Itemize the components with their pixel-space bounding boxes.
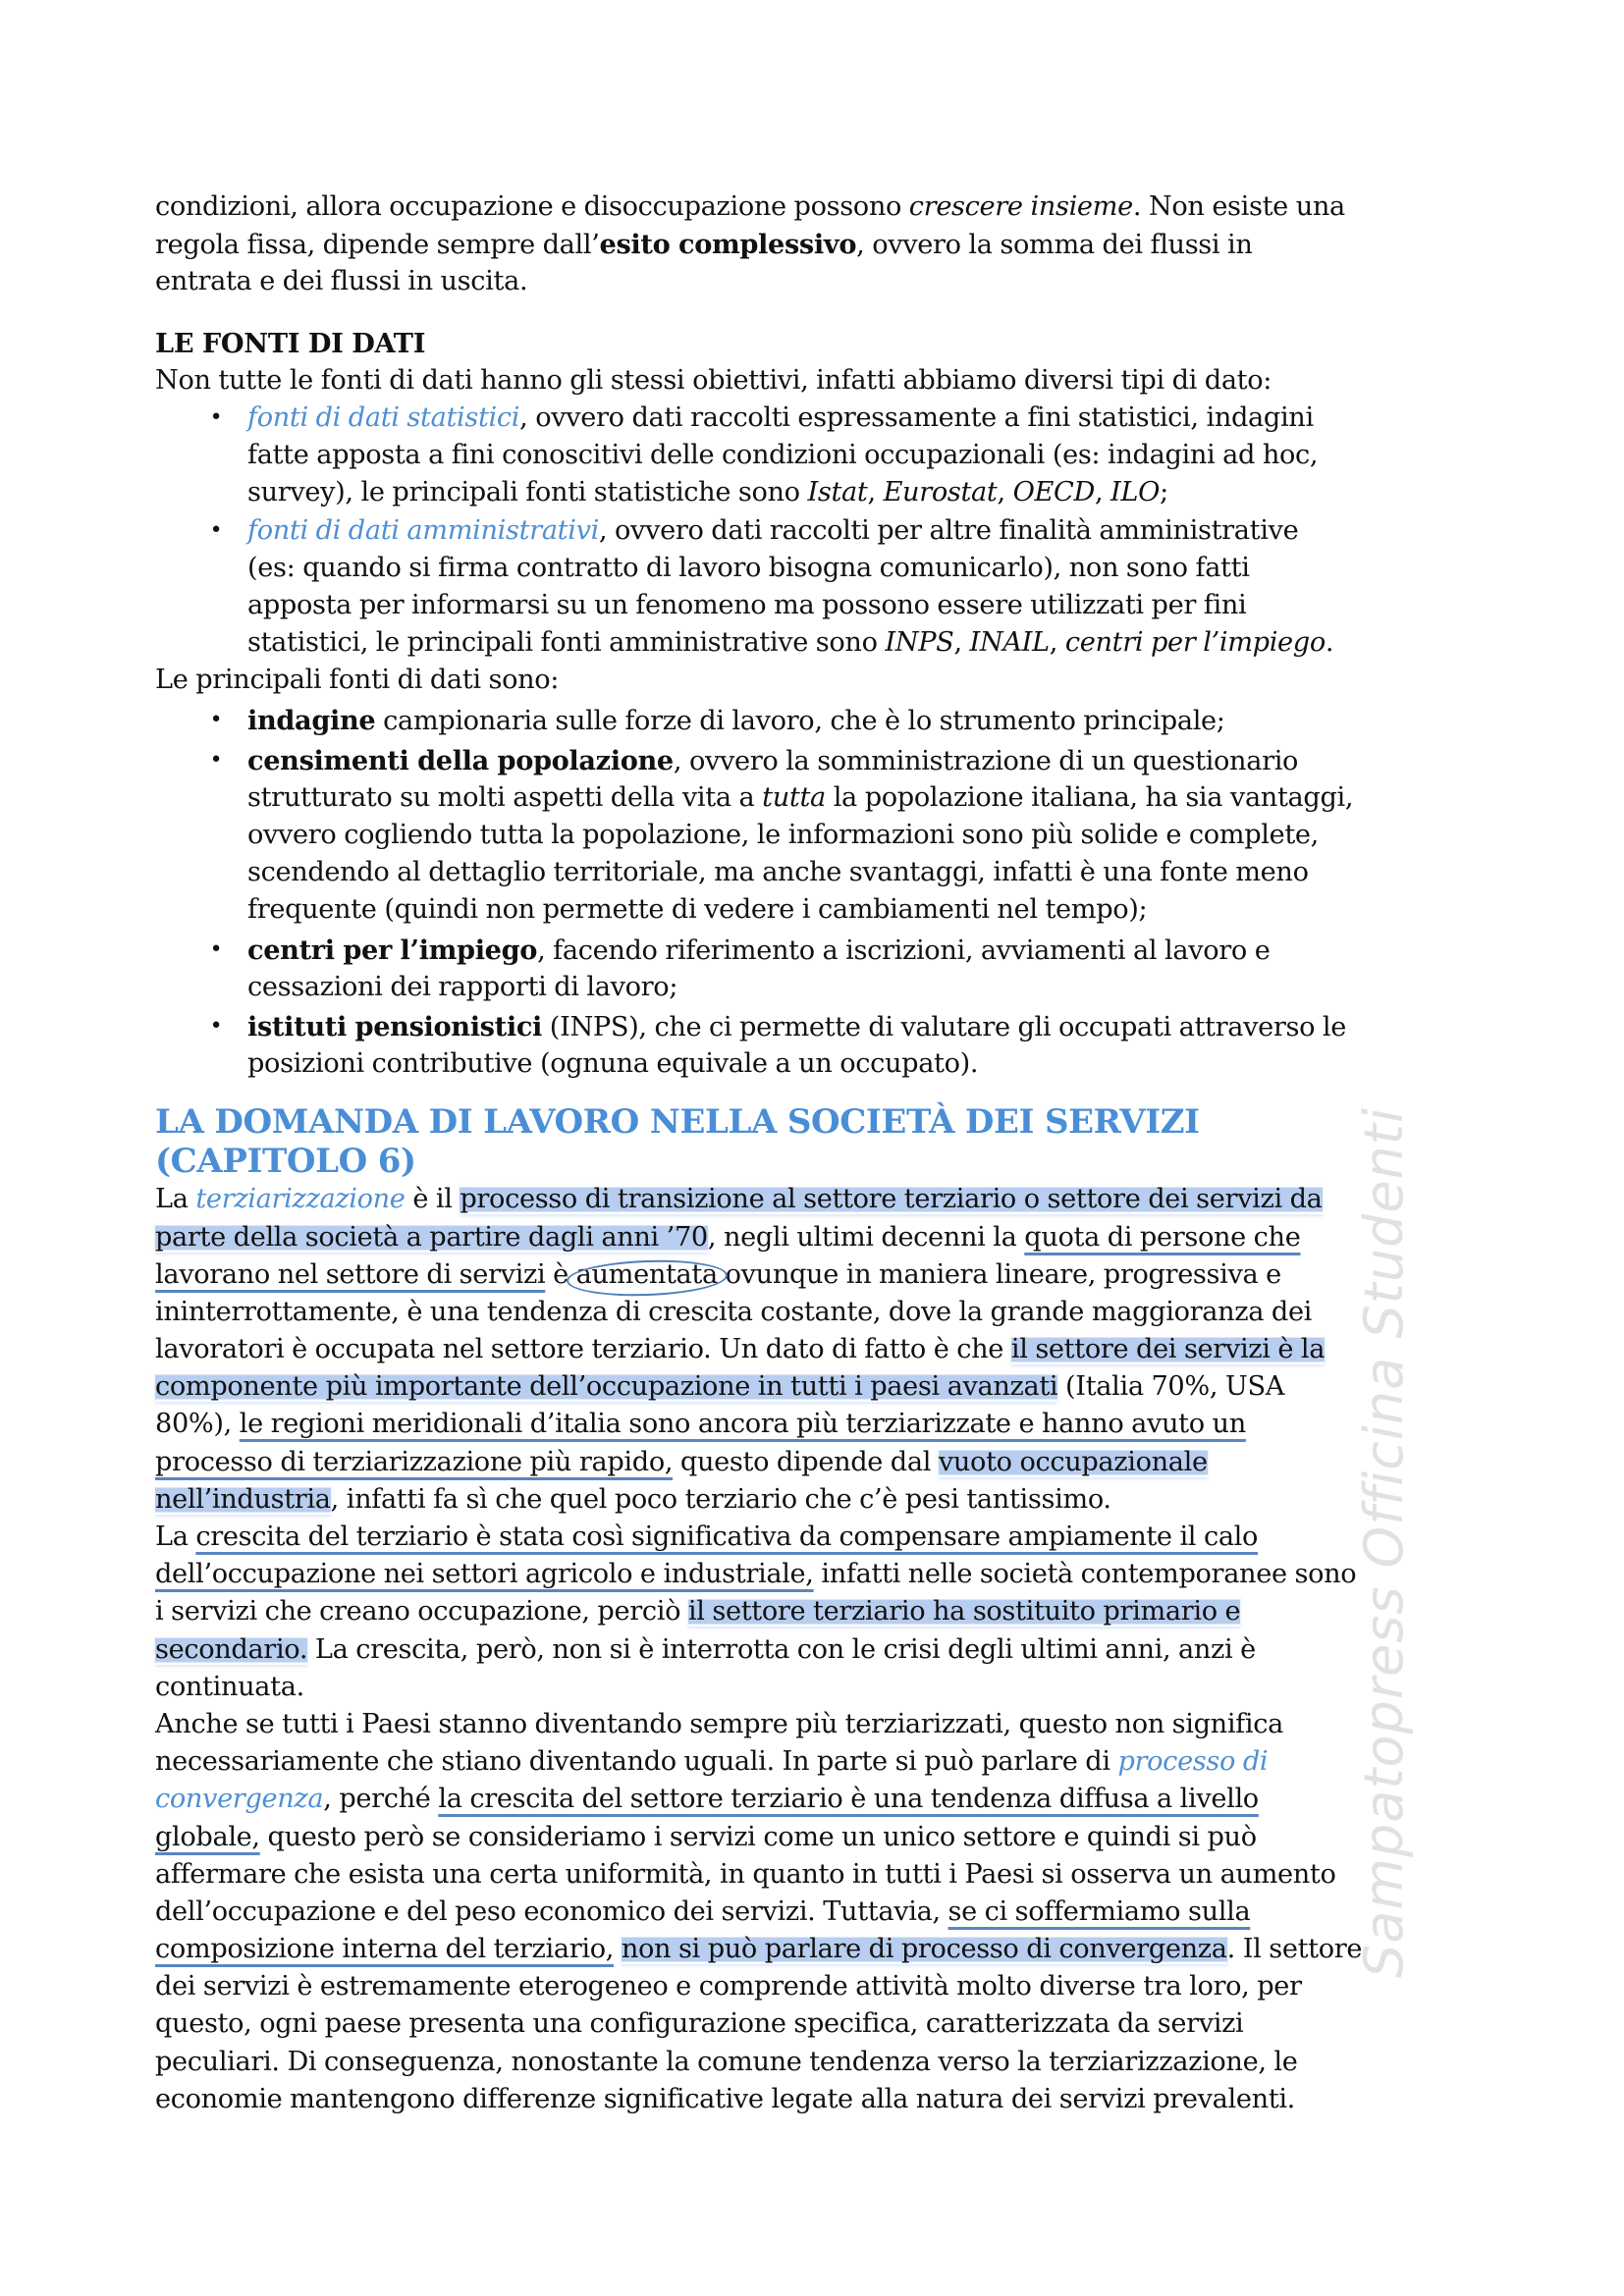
highlighted-text: parte della società a partire dagli anni ’70 [155,1221,708,1253]
main-sources-intro: Le principali fonti di dati sono: [155,665,560,696]
text-span: frequente (quindi non permette di vedere i cambiamenti nel tempo); [247,894,1148,926]
text-span: La crescita, però, non si è interrotta con le crisi degli ultimi anni, anzi è [307,1633,1256,1665]
italic-term: Istat [807,477,868,508]
underlined-text: dell’occupazione nei settori agricolo e industriale, [155,1559,814,1590]
bullet-icon: • [209,1013,223,1039]
text-span: necessariamente che stiano diventando uguali. In parte si può parlare di [155,1746,1118,1778]
highlighted-text: processo di transizione al settore terziario o settore dei servizi da [460,1184,1323,1215]
text-span: , infatti fa sì che quel poco terziario che c’è pesi tantissimo. [330,1483,1111,1515]
text-span: ininterrottamente, è una tendenza di crescita costante, dove la grande maggioranza dei [155,1296,1313,1327]
underlined-text: la crescita del settore terziario è una tendenza diffusa a livello [438,1784,1259,1815]
watermark: Sampatopress Officina Studenti [1353,1107,1415,1978]
text-span: , facendo riferimento a iscrizioni, avviamenti al lavoro e [537,934,1271,966]
text-line [155,1331,1490,1368]
text-line [155,1368,1490,1406]
text-span: , [867,477,884,508]
text-span: la popolazione italiana, ha sia vantaggi, [825,781,1354,813]
source-types-list [155,400,1490,662]
sources-intro: Non tutte le fonti di dati hanno gli stessi obiettivi, infatti abbiamo diversi tipi di dato: [155,364,1272,396]
text-line [155,1481,1490,1519]
text-line [155,2044,1490,2081]
underlined-text: lavorano nel settore di servizi [155,1258,546,1290]
text-span: è il [405,1184,460,1215]
highlighted-text: componente più importante dell’occupazione in tutti i paesi avanzati [155,1371,1058,1403]
text-span: , ovvero la somministrazione di un questionario [673,745,1299,776]
text-span [614,1934,622,1964]
text-span: continuata. [155,1671,304,1702]
italic-term: OECD [1012,477,1095,508]
list-item-administrative-sources [155,512,1490,663]
italic-term: INPS [885,627,954,659]
underlined-text: composizione interna del terziario, [155,1934,615,1965]
text-line [155,2081,1490,2118]
text-line [155,1931,1490,1968]
text-line [155,624,1490,662]
text-span: dei servizi è estremamente eterogeneo e comprende attività molto diverse tra loro, per [155,1971,1302,2002]
text-span: , perché [323,1784,439,1815]
intro-paragraph [155,188,1490,301]
highlighted-text: non si può parlare di processo di convergenza [621,1934,1227,1965]
italic-term: INAIL [969,627,1050,659]
bullet-icon: • [209,404,223,430]
bold-term: centri per l’impiego [247,934,538,966]
text-span: , [997,477,1013,508]
text-line [155,1631,1490,1669]
key-term: fonti di dati statistici [247,401,520,433]
text-span: survey), le principali fonti statistiche sono [247,477,808,508]
text-line [155,969,1490,1006]
text-line [155,1706,1490,1743]
text-line [155,1219,1490,1256]
text-span: economie mantengono differenze significative legate alla natura dei servizi prevalenti. [155,2083,1295,2114]
list-item-centri-impiego [155,932,1490,1006]
text-span: (Italia 70%, USA [1057,1371,1285,1403]
bullet-icon: • [209,517,223,543]
key-term: terziarizzazione [195,1184,406,1215]
text-line [155,1819,1490,1856]
text-span: scendendo al dettaglio territoriale, ma anche svantaggi, infatti è una fonte meno [247,857,1309,888]
text-line [155,1008,1490,1045]
text-line [155,550,1490,587]
chapter-title-line-1: LA DOMANDA DI LAVORO NELLA SOCIETÀ DEI SERVIZI [155,1102,1200,1143]
underlined-text: globale, [155,1821,260,1852]
text-line [155,1181,1490,1218]
text-span: infatti nelle società contemporanee sono [813,1559,1357,1590]
italic-term: centri per l’impiego [1064,627,1326,659]
text-span: ovunque in maniera lineare, progressiva e [717,1258,1281,1290]
highlighted-text: il settore dei servizi è la [1010,1334,1326,1365]
text-span: apposta per informarsi su un fenomeno ma possono essere utilizzati per fini [247,589,1247,620]
text-span: . Non esiste una [1132,191,1345,222]
text-span: cessazioni dei rapporti di lavoro; [247,971,678,1002]
text-line [155,779,1490,817]
underlined-text: quota di persone che [1024,1221,1301,1253]
text-line [155,1968,1490,2005]
list-item-indagine [155,702,1490,739]
text-line [155,1406,1490,1443]
highlighted-text: nell’industria [155,1483,331,1515]
circled-word: aumentata [575,1258,718,1290]
text-span: (es: quando si firma contratto di lavoro bisogna comunicarlo), non sono fatti [247,552,1250,583]
text-line [155,226,1490,263]
bullet-icon: • [209,936,223,962]
highlighted-text: il settore terziario ha sostituito primario e [687,1596,1241,1628]
italic-term: tutta [762,781,826,813]
chapter-body [155,1181,1490,2118]
text-span: strutturato su molti aspetti della vita a [247,781,763,813]
text-span: , ovvero la somma dei flussi in [856,230,1253,261]
text-line [155,817,1490,854]
text-span: ; [1160,477,1168,508]
text-span: posizioni contributive (ognuna equivale a un occupato). [247,1048,979,1080]
italic-term: crescere insieme [908,191,1133,222]
highlighted-text: vuoto occupazionale [938,1446,1208,1477]
text-span: La [155,1184,196,1215]
key-term: fonti di dati amministrativi [247,514,599,546]
text-span: . Il settore [1226,1934,1363,1965]
text-span: campionaria sulle forze di lavoro, che è lo strumento principale; [375,706,1225,737]
text-line [155,1519,1490,1556]
text-line [155,702,1490,739]
bold-term: esito complessivo [599,229,857,261]
text-line [155,891,1490,929]
text-line [155,2005,1490,2043]
text-span: questo, ogni paese presenta una configurazione specifica, caratterizzata da servizi [155,2008,1244,2040]
text-line [155,512,1490,550]
text-span: dell’occupazione e del peso economico dei servizi. Tuttavia, [155,1896,948,1927]
text-span: regola fissa, dipende sempre dall’ [155,230,600,261]
text-span: condizioni, allora occupazione e disoccupazione possono [155,191,909,222]
text-span: , [1094,477,1111,508]
text-span: 80%), [155,1409,240,1440]
text-line [155,263,1490,300]
text-span: , [1049,627,1065,659]
key-term: convergenza [155,1784,324,1815]
text-span: fatte apposta a fini conoscitivi delle condizioni occupazionali (es: indagini ad hoc, [247,440,1319,471]
text-span: entrata e dei flussi in uscita. [155,266,528,297]
list-item-istituti-pensionistici [155,1008,1490,1083]
text-line [155,1556,1490,1593]
text-span: peculiari. Di conseguenza, nonostante la comune tendenza verso la terziarizzazione, le [155,2046,1298,2077]
main-sources-list [155,699,1490,1083]
text-line [155,188,1490,226]
page-content [155,188,1490,2118]
text-line [155,474,1490,511]
text-span: . [1325,627,1334,659]
text-line [155,437,1490,474]
underlined-text: se ci soffermiamo sulla [947,1896,1251,1927]
text-span: affermare che esista una certa uniformità, in quanto in tutti i Paesi si osserva un aumento [155,1858,1336,1890]
text-line [155,1781,1490,1818]
section-title-fonti-di-dati: LE FONTI DI DATI [155,327,426,359]
text-line [155,1045,1490,1083]
text-line [155,1593,1490,1630]
italic-term: ILO [1110,477,1161,508]
text-span: , ovvero dati raccolti per altre finalità amministrative [598,514,1299,546]
text-line [155,854,1490,891]
bullet-icon: • [209,747,223,773]
text-span: , ovvero dati raccolti espressamente a fini statistici, indagini [519,401,1314,433]
text-span: questo dipende dal [673,1446,939,1477]
text-span: è [545,1258,576,1290]
text-span: , [953,627,970,659]
bold-term: indagine [247,705,376,737]
text-span: i servizi che creano occupazione, perciò [155,1596,688,1628]
list-item-censimenti [155,742,1490,930]
text-span: (INPS), che ci permette di valutare gli occupati attraverso le [542,1011,1347,1042]
text-span: La [155,1522,196,1552]
text-line [155,1444,1490,1481]
spacer [155,1083,1490,1102]
text-line [155,587,1490,624]
text-span: ovvero cogliendo tutta la popolazione, le informazioni sono più solide e complete, [247,820,1319,850]
text-line [155,1856,1490,1894]
underlined-text: crescita del terziario è stata così significativa da compensare ampiamente il calo [195,1522,1259,1552]
text-line [155,932,1490,969]
text-line [155,1256,1490,1294]
key-term: processo di [1117,1746,1269,1778]
spacer [155,301,1490,325]
text-span: questo però se consideriamo i servizi come un unico settore e quindi si può [259,1821,1257,1852]
highlighted-text: secondario. [155,1633,308,1665]
text-line [155,742,1490,779]
text-span: statistici, le principali fonti amministrative sono [247,627,886,659]
text-line [155,1669,1490,1706]
text-span: Anche se tutti i Paesi stanno diventando sempre più terziarizzati, questo non significa [155,1708,1283,1739]
italic-term: Eurostat [883,477,998,508]
bold-term: istituti pensionistici [247,1010,543,1042]
text-line [155,1294,1490,1331]
text-span: lavoratori è occupata nel settore terziario. Un dato di fatto è che [155,1334,1011,1365]
chapter-title-line-2: (CAPITOLO 6) [155,1142,416,1182]
bullet-icon: • [209,708,223,733]
bold-term: censimenti della popolazione [247,744,674,776]
text-line [155,1743,1490,1781]
text-span: , negli ultimi decenni la [707,1221,1025,1253]
underlined-text: processo di terziarizzazione più rapido, [155,1446,674,1477]
text-line [155,1894,1490,1931]
underlined-text: le regioni meridionali d’italia sono ancora più terziarizzate e hanno avuto un [239,1409,1246,1440]
text-line [155,400,1490,437]
list-item-statistical-sources [155,400,1490,512]
